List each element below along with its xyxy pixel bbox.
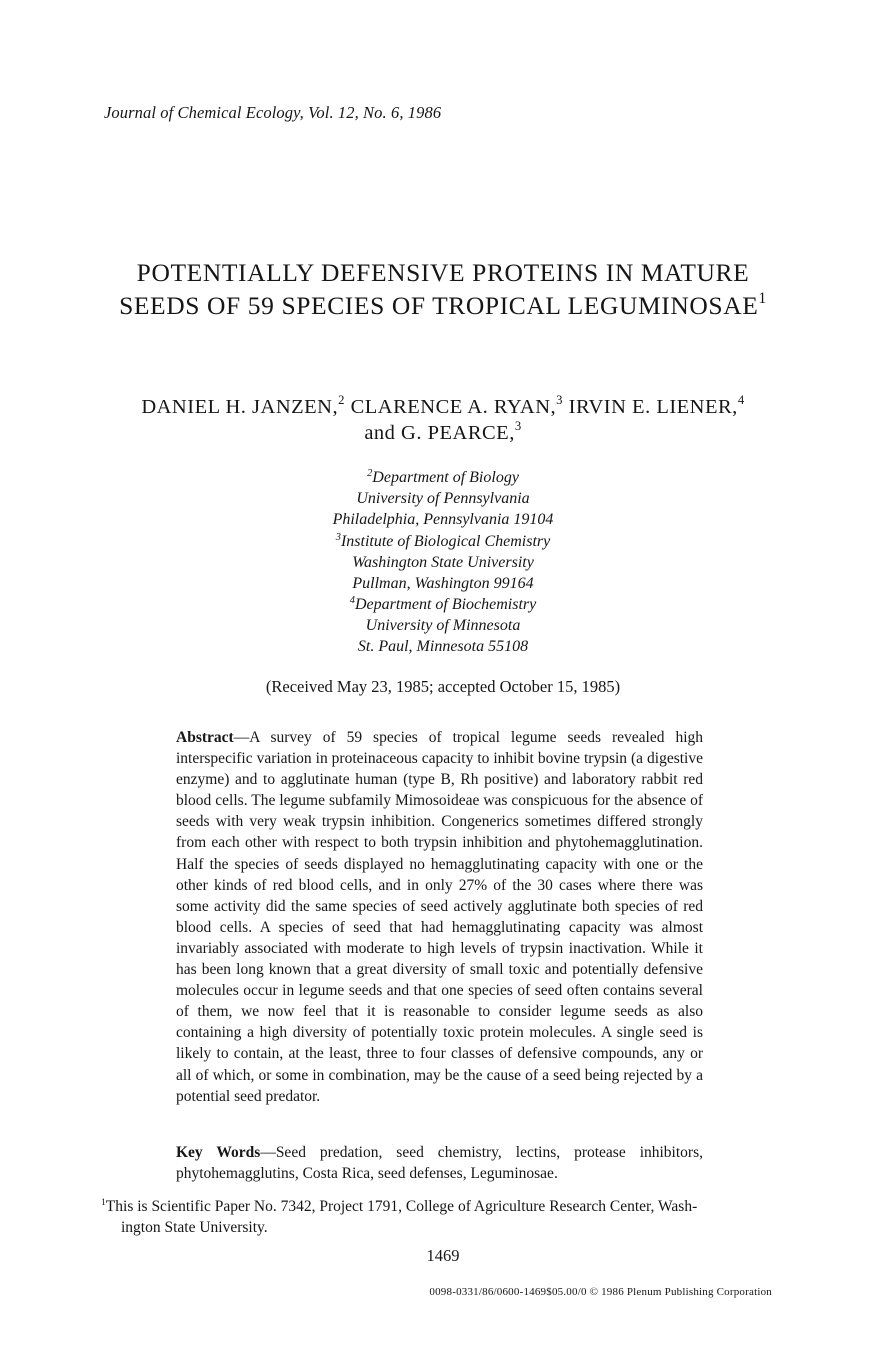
author-list bbox=[0, 394, 886, 446]
affiliation-line: $^4$Department of Biochemistry bbox=[349, 594, 537, 613]
keywords-label: Key Words bbox=[176, 1144, 261, 1161]
affiliation-mark: 2 bbox=[367, 467, 373, 479]
footnote-mark: 1 bbox=[101, 1197, 106, 1209]
title-footnote-mark: 1 bbox=[758, 289, 767, 307]
page-number: 1469 bbox=[426, 1246, 460, 1265]
affiliation-line: Washington State University bbox=[352, 554, 534, 571]
affiliation-line: Pullman, Washington 99164 bbox=[352, 575, 534, 592]
author-mark: 4 bbox=[737, 393, 745, 408]
affiliation-line: St. Paul, Minnesota 55108 bbox=[357, 638, 529, 655]
affiliation-line: University of Pennsylvania bbox=[356, 490, 530, 507]
received-dates: (Received May 23, 1985; accepted October 15, 1985) bbox=[265, 677, 621, 696]
author-mark: 2 bbox=[338, 393, 345, 408]
authors-line-2 bbox=[0, 420, 886, 446]
author-name: IRVIN E. LIENER, bbox=[568, 396, 738, 418]
affiliation-line: $^2$Department of Biology bbox=[367, 467, 519, 486]
affiliation-block bbox=[0, 467, 886, 530]
title-line-2: SEEDS OF 59 SPECIES OF TROPICAL LEGUMINOSAE$^1$ bbox=[119, 289, 767, 320]
author-mark: 3 bbox=[514, 419, 522, 434]
affiliation-block bbox=[0, 594, 886, 657]
keywords-text: —Seed predation, seed chemistry, lectins, protease inhibitors, phytohemagglutins, Costa Rica, seed defenses, Leguminosae. bbox=[176, 1144, 703, 1183]
footnote-line-1: $^1$This is Scientific Paper No. 7342, Project 1791, College of Agriculture Research Center, Wash- bbox=[101, 1197, 698, 1215]
footnote bbox=[101, 1197, 776, 1238]
affiliation-line: $^3$Institute of Biological Chemistry bbox=[335, 531, 551, 550]
affiliation-mark: 4 bbox=[349, 594, 355, 606]
author-name: and G. PEARCE, bbox=[364, 422, 515, 444]
authors-line-1 bbox=[0, 394, 886, 420]
article-title bbox=[0, 256, 886, 322]
copyright-line: 0098-0331/86/0600-1469$05.00/0 © 1986 Plenum Publishing Corporation bbox=[429, 1286, 772, 1298]
journal-citation: Journal of Chemical Ecology, Vol. 12, No. 6, 1986 bbox=[104, 103, 442, 122]
affiliation-mark: 3 bbox=[335, 531, 341, 543]
abstract-label: Abstract bbox=[176, 729, 234, 746]
author-name: DANIEL H. JANZEN, bbox=[141, 396, 339, 418]
abstract-paragraph bbox=[176, 727, 703, 1107]
affiliation-line: Philadelphia, Pennsylvania 19104 bbox=[332, 511, 554, 528]
affiliation-block bbox=[0, 531, 886, 594]
footnote-line-2: ington State University. bbox=[121, 1218, 268, 1236]
abstract-text: —A survey of 59 species of tropical legume seeds revealed high interspecific variation in proteinaceous capacity to inhibit bovine trypsin (a digestive enzyme) and to agglutinate human (type B, Rh positive) and laboratory rabbit red blood cells. The legume subfamily Mimosoideae was conspicuous for the absence of seeds with very weak trypsin inhibition. Congenerics sometimes differed strongly from each other with respect to both trypsin inhibition and phytohemagglutination. Half the species of seeds displayed no hemagglutinating capacity with one or the other kinds of red blood cells, and in only 27% of the 30 cases where there was some activity did the same species of seed actively agglutinate both species of red blood cells. A species of seed that had hemagglutinating capacity was almost invariably associated with moderate to high levels of trypsin inactivation. While it has been long known that a great diversity of small toxic and potentially defensive molecules occur in legume seeds and that one species of seed often contains several of them, we now feel that it is reasonable to consider legume seeds as also containing a high diversity of potentially toxic protein molecules. A single seed is likely to contain, at the least, three to four classes of defensive compounds, any or all of which, or some in combination, may be the cause of a seed being rejected by a potential seed predator. bbox=[176, 729, 703, 1105]
title-line-1: POTENTIALLY DEFENSIVE PROTEINS IN MATURE bbox=[136, 258, 750, 287]
author-name: CLARENCE A. RYAN, bbox=[350, 396, 557, 418]
author-mark: 3 bbox=[556, 393, 563, 408]
affiliation-line: University of Minnesota bbox=[365, 617, 521, 634]
keywords-paragraph bbox=[176, 1142, 703, 1184]
